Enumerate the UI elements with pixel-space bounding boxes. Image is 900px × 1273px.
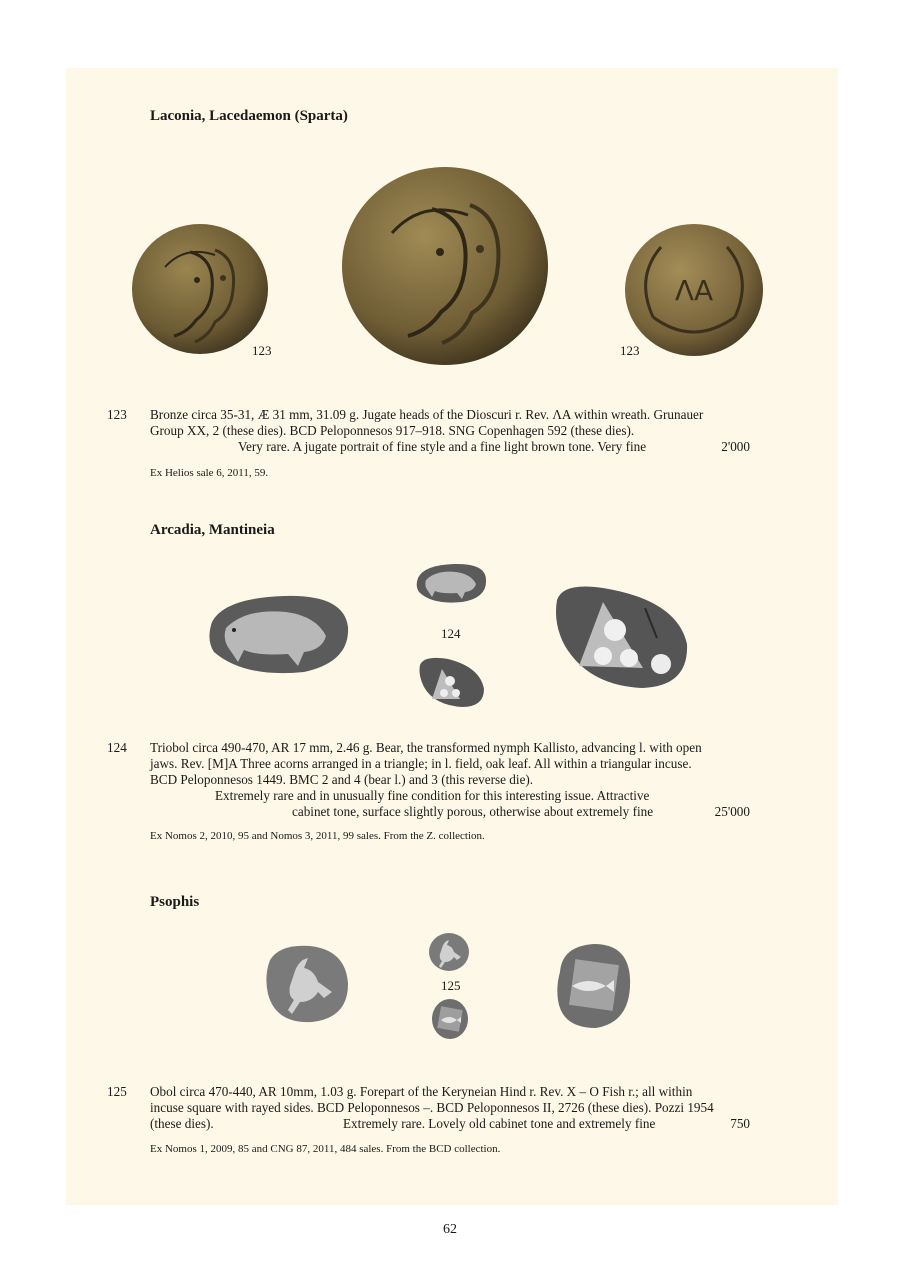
- description-line: Group XX, 2 (these dies). BCD Peloponnesos 917–918. SNG Copenhagen 592 (these dies).: [150, 423, 635, 438]
- section-heading-mantineia: Arcadia, Mantineia: [150, 522, 275, 538]
- image-lot-label: 123: [252, 343, 272, 358]
- coin-image-125-reverse-small: [431, 998, 469, 1040]
- grade-text: cabinet tone, surface slightly porous, otherwise about extremely fine: [292, 804, 654, 819]
- description-line: Bronze circa 35-31, Æ 31 mm, 31.09 g. Jugate heads of the Dioscuri r. Rev. ΛΑ within wreath. Grunauer: [150, 407, 704, 422]
- lot-entry-124: [107, 740, 750, 820]
- estimate-price: 750: [730, 1116, 750, 1131]
- description-line: Obol circa 470-440, AR 10mm, 1.03 g. Forepart of the Keryneian Hind r. Rev. X – O Fish r.; all within: [150, 1084, 693, 1099]
- estimate-price: 25'000: [714, 804, 750, 819]
- provenance-note: Ex Nomos 2, 2010, 95 and Nomos 3, 2011, 99 sales. From the Z. collection.: [150, 830, 485, 842]
- image-lot-label: 124: [441, 626, 461, 641]
- description-line: BCD Peloponnesos 1449. BMC 2 and 4 (bear l.) and 3 (this reverse die).: [150, 772, 534, 787]
- estimate-price: 2'000: [721, 439, 750, 454]
- coin-image-125-obverse-small: [428, 932, 470, 972]
- coin-image-123-reverse: [623, 222, 765, 358]
- section-heading-laconia: Laconia, Lacedaemon (Sparta): [150, 108, 348, 124]
- image-lot-label: 125: [441, 978, 461, 993]
- grade-text: Very rare. A jugate portrait of fine style and a fine light brown tone. Very fine: [238, 439, 647, 454]
- lot-number: 125: [107, 1084, 127, 1099]
- wreath-inscription: ΛΑ: [674, 274, 714, 307]
- description-line: (these dies).: [150, 1116, 214, 1131]
- lot-entry-125: [107, 1084, 750, 1132]
- description-line: Triobol circa 490-470, AR 17 mm, 2.46 g. Bear, the transformed nymph Kallisto, advancing l. with open: [150, 740, 702, 755]
- coin-image-123-obverse-small: [130, 222, 270, 356]
- lot-number: 123: [107, 407, 127, 422]
- description-line: incuse square with rayed sides. BCD Peloponnesos –. BCD Peloponnesos II, 2726 (these dies). Pozzi 1954: [150, 1100, 714, 1115]
- lot-entry-123: [107, 407, 750, 455]
- lot-number: 124: [107, 740, 127, 755]
- coin-image-125-obverse-large: [264, 944, 350, 1024]
- provenance-note: Ex Helios sale 6, 2011, 59.: [150, 467, 269, 479]
- coin-image-124-reverse-large: [553, 582, 689, 690]
- coin-image-123-obverse-large: [340, 165, 550, 367]
- page-number: 62: [443, 1222, 457, 1237]
- description-line: jaws. Rev. [M]A Three acorns arranged in a triangle; in l. field, oak leaf. All within a triangular incuse.: [150, 756, 692, 771]
- section-heading-psophis: Psophis: [150, 894, 200, 910]
- grade-text: Extremely rare. Lovely old cabinet tone and extremely fine: [343, 1116, 656, 1131]
- coin-image-124-obverse-large: [204, 592, 350, 676]
- coin-image-125-reverse-large: [556, 942, 632, 1030]
- grade-text: Extremely rare and in unusually fine condition for this interesting issue. Attractive: [215, 788, 650, 803]
- coin-image-124-obverse-small: [414, 562, 488, 604]
- image-lot-label: 123: [620, 343, 640, 358]
- coin-image-124-reverse-small: [418, 655, 486, 709]
- provenance-note: Ex Nomos 1, 2009, 85 and CNG 87, 2011, 484 sales. From the BCD collection.: [150, 1143, 501, 1155]
